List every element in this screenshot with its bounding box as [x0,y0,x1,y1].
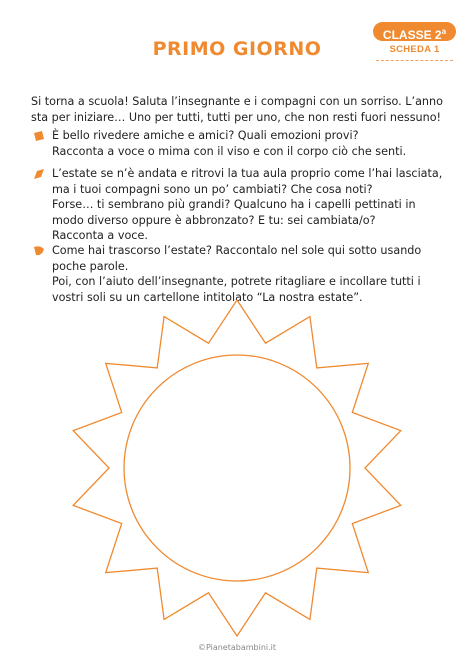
sheet-label: SCHEDA 1 [389,44,440,55]
exercise-3-line-3: Poi, con l’aiuto dell’insegnante, potrete ritagliare e incollare tutti i [52,275,421,288]
exercise-3-line-4: vostri soli su un cartellone intitolato “La nostra estate”. [52,290,363,304]
class-badge-sup: a [441,27,447,36]
exercise-1-line-2: Racconta a voce o mima con il viso e con il corpo ciò che senti. [52,144,407,158]
exercise-2-line-5: Racconta a voce. [52,229,148,242]
exercise-2-line-3: Forse… ti sembrano più grandi? Qualcuno ha i capelli pettinati in [52,198,416,211]
footer-copyright: ©Pianetabambini.it [197,643,277,652]
exercise-3-line-2: poche parole. [52,259,129,273]
exercise-2-line-1: L’estate se n’è andata e ritrovi la tua aula proprio come l’hai lasciata, [52,167,443,180]
exercise-3-line-1: Come hai trascorso l’estate? Raccontalo nel sole qui sotto usando [52,244,422,257]
intro-paragraph: Si torna a scuola! Saluta l’insegnante e i compagni con un sorriso. L’anno sta per iniziare… Uno per tutti, tutti per uno, che non resti fuori nessuno! [31,95,443,124]
exercise-2-line-2: ma i tuoi compagni sono un po’ cambiati? Che cosa noti? [52,182,373,196]
sun-rays [73,300,401,636]
exercise-1-line-1: È bello rivedere amiche e amici? Quali emozioni provi? [52,129,359,142]
page-title: PRIMO GIORNO [152,38,322,60]
sun-circle [124,355,350,581]
class-badge-text: CLASSE 2 [382,28,442,42]
exercise-2-line-4: modo diverso oppure è abbronzato? E tu: sei cambiata/o? [52,213,376,227]
